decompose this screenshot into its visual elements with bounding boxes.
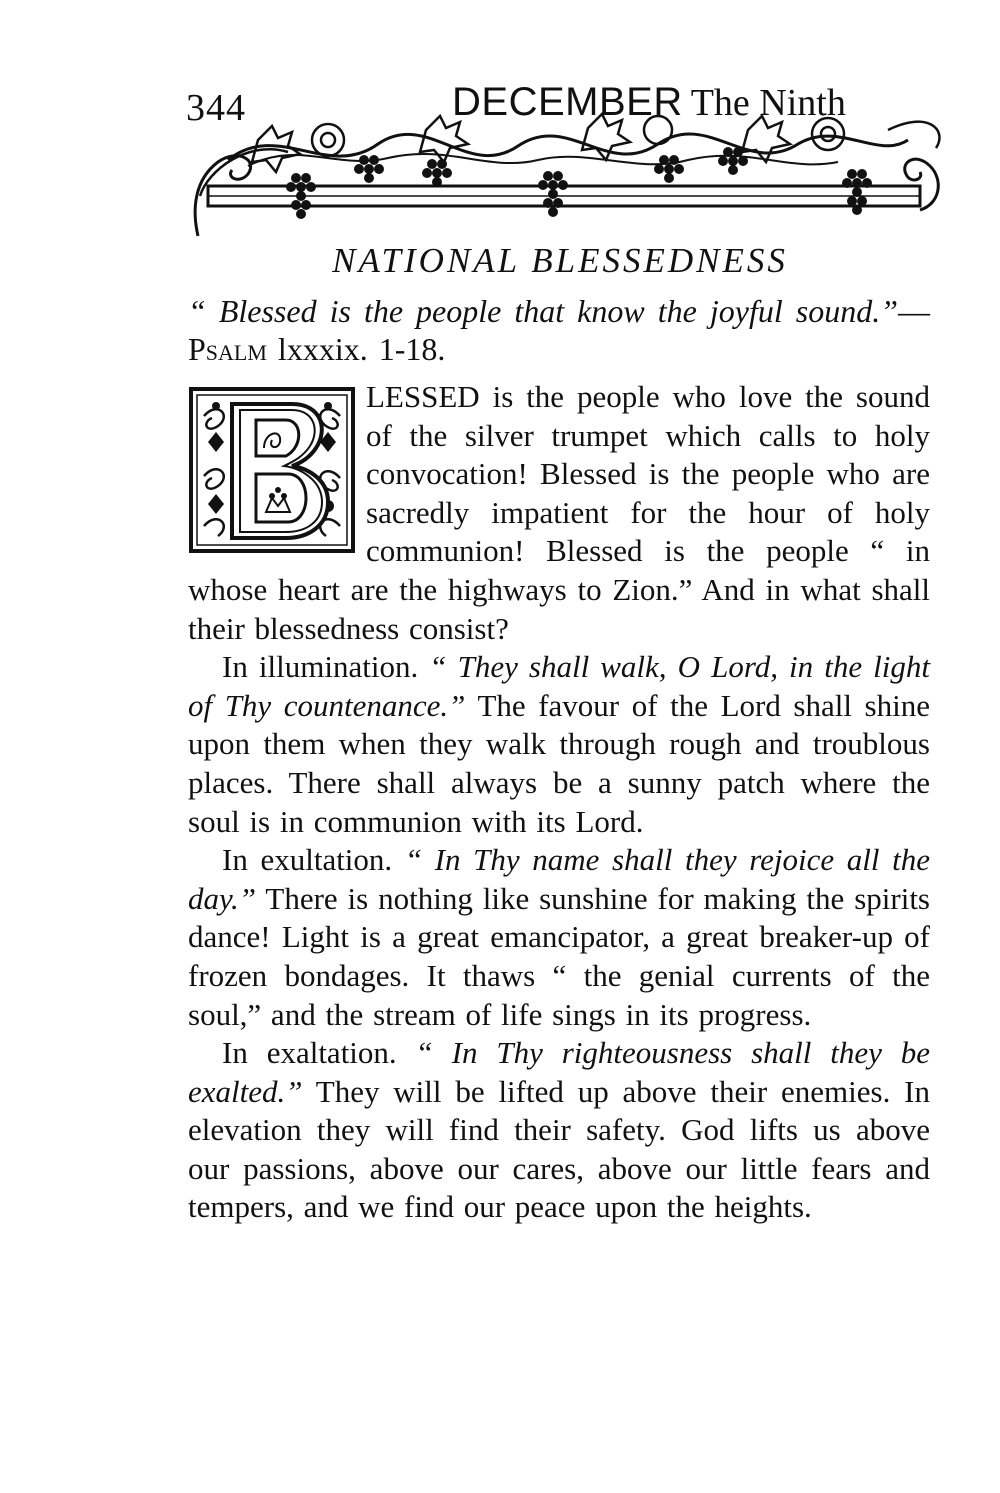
illuminated-letter-b-icon — [188, 386, 356, 554]
paragraph-4-quote: “ In Thy righteousness shall they be exalted.” — [188, 1035, 930, 1109]
paragraph-2-rest: The favour of the Lord shall shine upon them when they walk through rough and troublous places. There shall always be a sunny patch where the soul is in communion with its Lord. — [188, 687, 930, 839]
epigraph — [188, 292, 930, 368]
epigraph-reference-verses: lxxxix. 1-18. — [277, 331, 446, 367]
paragraph-2-lead: In illumination. — [222, 649, 430, 685]
paragraph-1 — [188, 378, 930, 648]
chapter-title: NATIONAL BLESSEDNESS — [332, 241, 788, 280]
paragraph-3 — [188, 841, 930, 1034]
epigraph-dash: — — [898, 293, 930, 329]
paragraph-2-quote: “ They shall walk, O Lord, in the light of Thy countenance.” — [188, 649, 931, 723]
grapevine-border-icon — [188, 100, 948, 240]
epigraph-reference-book: Psalm — [188, 331, 267, 367]
paragraph-3-lead: In exultation. — [222, 842, 405, 878]
paragraph-3-quote: “ In Thy name shall they rejoice all the day.” — [188, 842, 930, 916]
paragraph-2 — [188, 648, 930, 841]
body-text — [188, 378, 930, 1227]
paragraph-1-text: LESSED is the people who love the sound of the silver trumpet which calls to holy convocation! Blessed is the people who are sacredly impatient for the hour of holy communion! Blessed is the people “ in whose heart are the highways to Zion.” And in what shall their blessedness consist? — [188, 379, 930, 646]
paragraph-3-rest: There is nothing like sunshine for making the spirits dance! Light is a great emancipator, a great breaker-up of frozen bondages. It thaws “ the genial currents of the soul,” and the stream of life sings in its progress. — [188, 880, 930, 1032]
page-number: 344 — [186, 87, 246, 129]
paragraph-4-lead: In exaltation. — [222, 1035, 416, 1071]
running-head-month: DECEMBER — [452, 80, 683, 124]
running-head-day: The Ninth — [690, 82, 846, 124]
paragraph-4-rest: They will be lifted up above their enemies. In elevation they will find their safety. God lifts us above our passions, above our cares, above our little fears and tempers, and we find our peace upon the heights. — [188, 1073, 930, 1225]
paragraph-4 — [188, 1034, 930, 1227]
epigraph-quote: “ Blessed is the people that know the joyful sound.” — [188, 293, 898, 329]
